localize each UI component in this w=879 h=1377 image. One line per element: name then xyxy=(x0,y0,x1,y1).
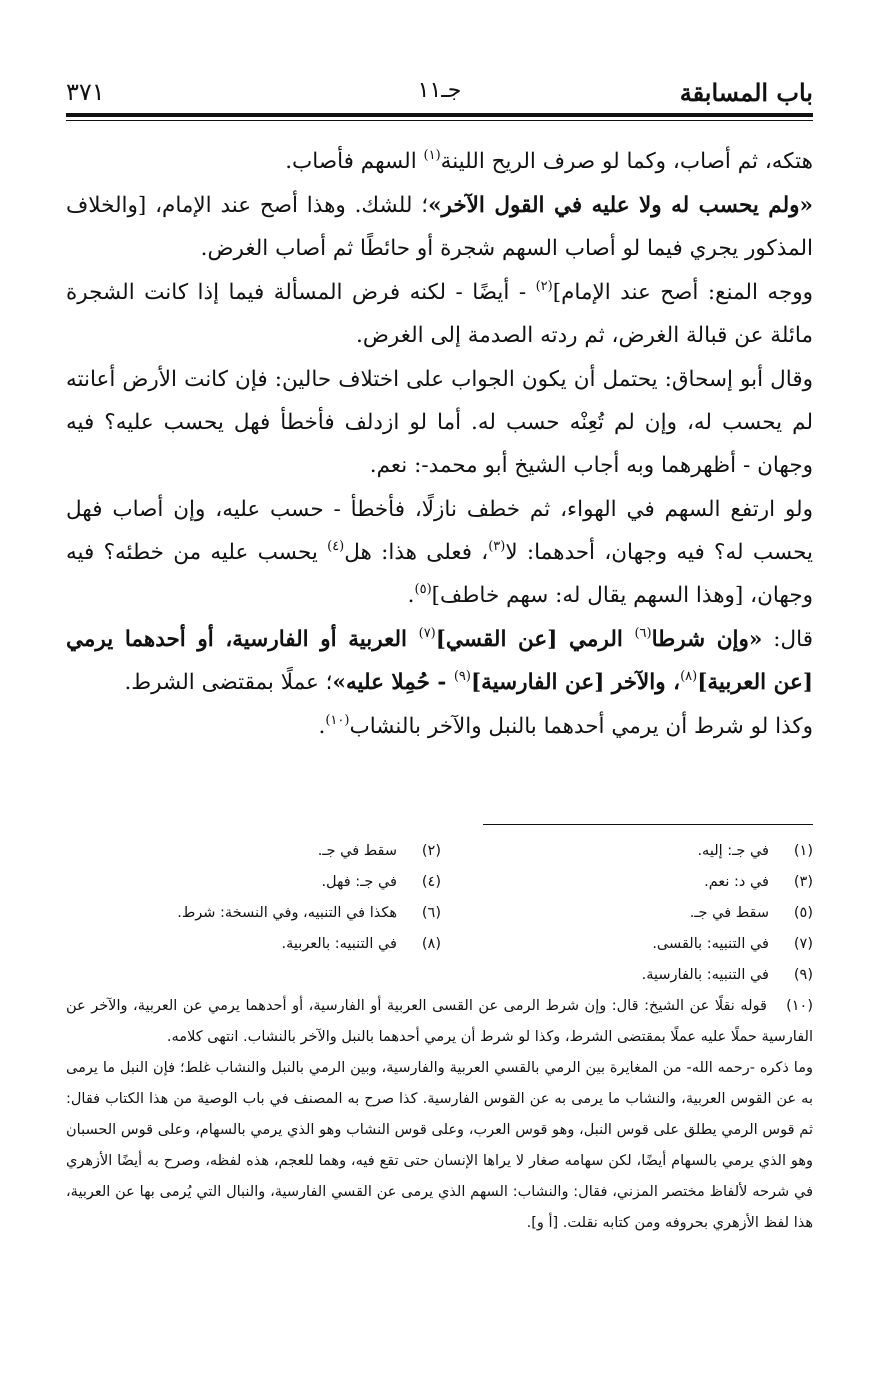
paragraph-5: ولو ارتفع السهم في الهواء، ثم خطف نازلًا، فأخطأ - حسب عليه، وإن أصاب فهل يحسب له؟ فيه وجهان، أحدهما: لا$^{(٣)}$، فعلى هذا: هل$^{(٤)}$ يحسب عليه من خطئه؟ فيه وجهان، [وهذا السهم يقال له: سهم خاطف]$^{(٥)}$. xyxy=(66,497,813,608)
footnote-ref[interactable]: (٣) xyxy=(488,539,506,554)
volume-label: جـ١١ xyxy=(417,78,462,103)
footnote-item xyxy=(441,867,813,898)
page-number: ٣٧١ xyxy=(66,78,105,106)
footnote-item xyxy=(66,836,441,867)
footnote-item xyxy=(441,836,813,867)
footnote-10 xyxy=(66,991,813,1239)
paragraph-2: «ولم يحسب له ولا عليه في القول الآخر»؛ للشك. وهذا أصح عند الإمام، [والخلاف المذكور يجري فيما لو أصاب السهم شجرة أو حائطًا ثم أصاب الغرض. xyxy=(66,193,813,261)
header-rule-thin xyxy=(66,120,813,121)
footnote-number: (٥) xyxy=(793,905,813,921)
paragraph-3: ووجه المنع: أصح عند الإمام]$^{(٢)}$ - أيضًا - لكنه فرض المسألة فيما إذا كانت الشجرة مائلة عن قبالة الغرض، ثم ردته الصدمة إلى الغرض. xyxy=(66,279,813,348)
footnote-ref[interactable]: (٢) xyxy=(535,279,553,294)
footnote-ref[interactable]: (٥) xyxy=(414,582,432,597)
footnote-item xyxy=(441,929,813,960)
footnote-number: (٧) xyxy=(793,936,813,952)
paragraph-4: وقال أبو إسحاق: يحتمل أن يكون الجواب على اختلاف حالين: فإن كانت الأرض أعانته لم يحسب له، وإن لم تُعِنْه حسب له. أما لو ازدلف فأخطأ فهل يحسب عليه؟ فيه وجهان - أظهرهما وبه أجاب الشيخ أبو محمد-: نعم. xyxy=(66,367,813,478)
footnote-text: في جـ: إليه. xyxy=(697,843,769,859)
header-rule-thick xyxy=(66,113,813,117)
footnote-ref[interactable]: (١) xyxy=(423,148,441,163)
footnote-text: في التنبيه: بالعربية. xyxy=(281,936,397,952)
footnote-number: (٨) xyxy=(421,936,441,952)
paragraph-1: هتكه، ثم أصاب، وكما لو صرف الريح اللينة$^{(١)}$ السهم فأصاب. xyxy=(285,148,813,174)
footnote-item xyxy=(66,929,441,960)
footnote-10-part-1 xyxy=(66,991,813,1053)
footnote-text: سقط في جـ. xyxy=(317,843,397,859)
footnote-number: (١) xyxy=(793,843,813,859)
running-header xyxy=(66,72,813,112)
section-title: باب المسابقة xyxy=(679,78,813,107)
footnote-text: هكذا في التنبيه، وفي النسخة: شرط. xyxy=(177,905,397,921)
footnote-text: في جـ: فهل. xyxy=(321,874,397,890)
paragraph-6: قال: «وإن شرطا$^{(٦)}$ الرمي [عن القسي]$^{(٧)}$ العربية أو الفارسية، أو أحدهما يرمي [عن العربية]$^{(٨)}$، والآخر [عن الفارسية]$^{(٩)}$ - حُمِلا عليه»؛ عملًا بمقتضى الشرط. xyxy=(66,626,813,695)
footnotes xyxy=(66,836,813,1239)
footnote-grid xyxy=(66,836,813,991)
footnote-text: قوله نقلًا عن الشيخ: قال: وإن شرط الرمى عن القسى العربية أو الفارسية، أو أحدهما يرمي عن العربية، والآخر عن الفارسية حملًا عليه عملًا بمقتضى الشرط، وكذا لو شرط أن يرمي أحدهما بالنبل والآخر بالنشاب. انتهى كلامه. xyxy=(66,998,813,1045)
footnote-number: (٤) xyxy=(421,874,441,890)
footnote-text: في د: نعم. xyxy=(704,874,769,890)
footnote-number: (٦) xyxy=(421,905,441,921)
footnote-number: (٩) xyxy=(793,967,813,983)
footnote-item xyxy=(441,960,813,991)
footnote-number: (٣) xyxy=(793,874,813,890)
footnote-item xyxy=(66,867,441,898)
footnote-text: في التنبيه: بالقسى. xyxy=(652,936,769,952)
main-text xyxy=(66,140,813,749)
paragraph-7: وكذا لو شرط أن يرمي أحدهما بالنبل والآخر بالنشاب$^{(١٠)}$. xyxy=(318,713,813,739)
footnote-ref[interactable]: (١٠) xyxy=(325,713,350,728)
footnote-item xyxy=(441,898,813,929)
footnote-separator xyxy=(483,824,813,825)
footnote-ref[interactable]: (٨) xyxy=(680,669,698,684)
footnote-text: في التنبيه: بالفارسية. xyxy=(641,967,769,983)
footnote-number: (١٠) xyxy=(786,998,813,1014)
footnote-ref[interactable]: (٩) xyxy=(453,669,471,684)
footnote-number: (٢) xyxy=(421,843,441,859)
footnote-ref[interactable]: (٧) xyxy=(418,626,436,641)
footnote-ref[interactable]: (٤) xyxy=(327,539,345,554)
footnote-10-part-2: وما ذكره -رحمه الله- من المغايرة بين الرمي بالقسي العربية والفارسية، وبين الرمي بالنبل والنشاب غلط؛ فإن النبل ما يرمى به عن القوس العربية، والنشاب ما يرمى به عن القوس الفارسية. كذا صرح به المصنف في باب الوصية من هذا الكتاب فقال: ثم قوس الرمي يطلق على قوس النبل، وهو قوس العرب، وعلى قوس النشاب وهو الذي يرمي بالسهام، وعلى قوس الحسبان وهو الذي يرمي بالسهام أيضًا، لكن سهامه صغار لا يراها الإنسان حتى تقع فيه، وهما للعجم، هذه لفظه، وصرح به أيضًا الأزهري في شرحه لألفاظ مختصر المزني، فقال: والنشاب: السهم الذي يرمى عن القسي الفارسية، والنبال التي يُرمى بها عن العربية، هذا لفظ الأزهري بحروفه ومن كتابه نقلت. [أ و]. xyxy=(66,1060,813,1231)
footnote-item xyxy=(66,898,441,929)
footnote-ref[interactable]: (٦) xyxy=(634,626,652,641)
footnote-text: سقط في جـ. xyxy=(689,905,769,921)
